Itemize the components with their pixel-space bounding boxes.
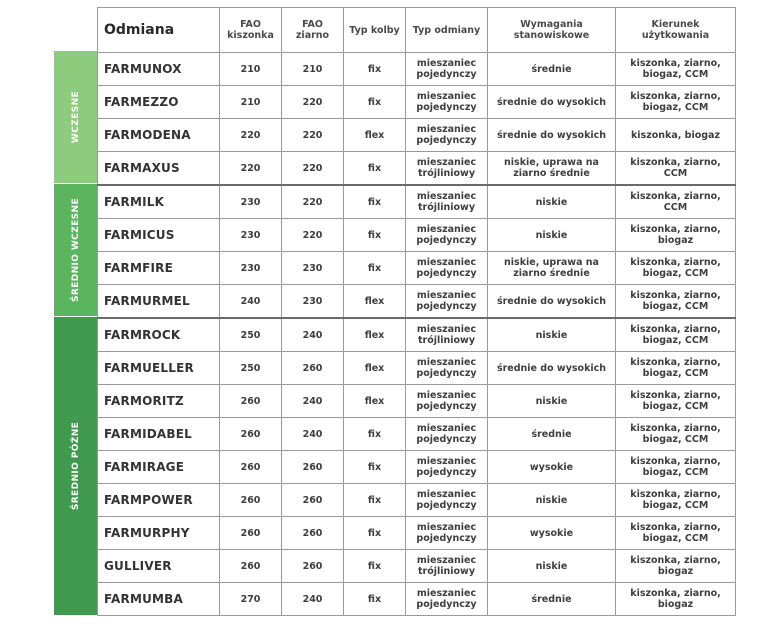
kierunek-cell: kiszonka, ziarno, biogaz, CCM xyxy=(616,285,736,319)
fao-ziarno-cell: 220 xyxy=(282,219,344,252)
fao-kiszonka-cell: 250 xyxy=(220,352,282,385)
fao-kiszonka-cell: 210 xyxy=(220,53,282,86)
wymagania-cell: średnie xyxy=(488,418,616,451)
header-typ-kolby: Typ kolby xyxy=(344,8,406,53)
table-row xyxy=(98,53,736,86)
header-typ-odmiany: Typ odmiany xyxy=(406,8,488,53)
fao-ziarno-cell: 240 xyxy=(282,318,344,352)
wymagania-cell: wysokie xyxy=(488,517,616,550)
typ-odmiany-cell: mieszaniec pojedynczy xyxy=(406,583,488,616)
variety-name-cell: FARMURMEL xyxy=(98,285,220,319)
table-row xyxy=(98,583,736,616)
typ-kolby-cell: fix xyxy=(344,583,406,616)
fao-kiszonka-cell: 220 xyxy=(220,119,282,152)
kierunek-cell: kiszonka, ziarno, CCM xyxy=(616,185,736,219)
wymagania-cell: niskie, uprawa na ziarno średnie xyxy=(488,152,616,186)
fao-ziarno-cell: 240 xyxy=(282,583,344,616)
fao-kiszonka-cell: 230 xyxy=(220,185,282,219)
typ-odmiany-cell: mieszaniec pojedynczy xyxy=(406,517,488,550)
group-band-srednio-wczesne xyxy=(54,184,97,316)
group-label: WCZESNE xyxy=(70,90,81,144)
typ-odmiany-cell: mieszaniec pojedynczy xyxy=(406,352,488,385)
fao-kiszonka-cell: 260 xyxy=(220,385,282,418)
header-fao-kiszonka: FAO kiszonka xyxy=(220,8,282,53)
variety-name-cell: FARMFIRE xyxy=(98,252,220,285)
typ-kolby-cell: fix xyxy=(344,418,406,451)
variety-name-cell: FARMPOWER xyxy=(98,484,220,517)
typ-odmiany-cell: mieszaniec pojedynczy xyxy=(406,451,488,484)
typ-odmiany-cell: mieszaniec pojedynczy xyxy=(406,53,488,86)
table-row xyxy=(98,152,736,186)
wymagania-cell: niskie xyxy=(488,484,616,517)
fao-ziarno-cell: 230 xyxy=(282,252,344,285)
typ-kolby-cell: flex xyxy=(344,352,406,385)
table-body xyxy=(98,53,736,616)
table-row xyxy=(98,352,736,385)
fao-kiszonka-cell: 260 xyxy=(220,517,282,550)
fao-kiszonka-cell: 220 xyxy=(220,152,282,186)
variety-name-cell: FARMIRAGE xyxy=(98,451,220,484)
typ-odmiany-cell: mieszaniec pojedynczy xyxy=(406,385,488,418)
typ-kolby-cell: fix xyxy=(344,86,406,119)
typ-kolby-cell: fix xyxy=(344,185,406,219)
fao-ziarno-cell: 260 xyxy=(282,517,344,550)
table-row xyxy=(98,219,736,252)
typ-odmiany-cell: mieszaniec trójliniowy xyxy=(406,152,488,186)
typ-kolby-cell: fix xyxy=(344,252,406,285)
wymagania-cell: średnie do wysokich xyxy=(488,86,616,119)
table-row xyxy=(98,451,736,484)
kierunek-cell: kiszonka, ziarno, biogaz, CCM xyxy=(616,517,736,550)
table-row xyxy=(98,484,736,517)
variety-name-cell: FARMROCK xyxy=(98,318,220,352)
typ-kolby-cell: fix xyxy=(344,484,406,517)
kierunek-cell: kiszonka, ziarno, biogaz, CCM xyxy=(616,352,736,385)
fao-ziarno-cell: 260 xyxy=(282,550,344,583)
fao-ziarno-cell: 260 xyxy=(282,451,344,484)
variety-name-cell: FARMUELLER xyxy=(98,352,220,385)
fao-ziarno-cell: 260 xyxy=(282,484,344,517)
typ-odmiany-cell: mieszaniec pojedynczy xyxy=(406,86,488,119)
fao-kiszonka-cell: 230 xyxy=(220,219,282,252)
wymagania-cell: niskie, uprawa na ziarno średnie xyxy=(488,252,616,285)
fao-kiszonka-cell: 240 xyxy=(220,285,282,319)
typ-kolby-cell: fix xyxy=(344,517,406,550)
fao-ziarno-cell: 240 xyxy=(282,385,344,418)
header-row xyxy=(98,8,736,53)
variety-name-cell: FARMAXUS xyxy=(98,152,220,186)
kierunek-cell: kiszonka, ziarno, biogaz, CCM xyxy=(616,385,736,418)
fao-ziarno-cell: 220 xyxy=(282,86,344,119)
kierunek-cell: kiszonka, ziarno, biogaz xyxy=(616,550,736,583)
wymagania-cell: średnie do wysokich xyxy=(488,352,616,385)
wymagania-cell: niskie xyxy=(488,318,616,352)
kierunek-cell: kiszonka, ziarno, biogaz, CCM xyxy=(616,318,736,352)
fao-ziarno-cell: 230 xyxy=(282,285,344,319)
group-label: ŚREDNIO PÓŹNE xyxy=(70,421,81,511)
table-row xyxy=(98,86,736,119)
table-row xyxy=(98,285,736,319)
kierunek-cell: kiszonka, ziarno, biogaz, CCM xyxy=(616,53,736,86)
typ-kolby-cell: fix xyxy=(344,152,406,186)
table-row xyxy=(98,185,736,219)
kierunek-cell: kiszonka, ziarno, biogaz, CCM xyxy=(616,86,736,119)
group-band-srednio-pozne xyxy=(54,317,97,615)
fao-kiszonka-cell: 260 xyxy=(220,550,282,583)
fao-ziarno-cell: 210 xyxy=(282,53,344,86)
kierunek-cell: kiszonka, ziarno, biogaz, CCM xyxy=(616,451,736,484)
table-row xyxy=(98,550,736,583)
variety-table xyxy=(97,7,736,616)
fao-ziarno-cell: 240 xyxy=(282,418,344,451)
fao-kiszonka-cell: 230 xyxy=(220,252,282,285)
typ-kolby-cell: flex xyxy=(344,385,406,418)
kierunek-cell: kiszonka, ziarno, biogaz xyxy=(616,583,736,616)
wymagania-cell: średnie do wysokich xyxy=(488,285,616,319)
typ-odmiany-cell: mieszaniec pojedynczy xyxy=(406,418,488,451)
variety-name-cell: FARMURPHY xyxy=(98,517,220,550)
header-odmiana: Odmiana xyxy=(98,8,220,53)
wymagania-cell: niskie xyxy=(488,550,616,583)
fao-kiszonka-cell: 260 xyxy=(220,451,282,484)
variety-name-cell: FARMUMBA xyxy=(98,583,220,616)
table-row xyxy=(98,119,736,152)
typ-odmiany-cell: mieszaniec pojedynczy xyxy=(406,219,488,252)
table-row xyxy=(98,318,736,352)
typ-kolby-cell: fix xyxy=(344,53,406,86)
typ-odmiany-cell: mieszaniec pojedynczy xyxy=(406,119,488,152)
fao-kiszonka-cell: 260 xyxy=(220,484,282,517)
fao-ziarno-cell: 220 xyxy=(282,185,344,219)
fao-kiszonka-cell: 250 xyxy=(220,318,282,352)
typ-kolby-cell: fix xyxy=(344,219,406,252)
variety-name-cell: FARMILK xyxy=(98,185,220,219)
typ-kolby-cell: flex xyxy=(344,119,406,152)
fao-ziarno-cell: 220 xyxy=(282,119,344,152)
kierunek-cell: kiszonka, ziarno, biogaz, CCM xyxy=(616,418,736,451)
typ-odmiany-cell: mieszaniec trójliniowy xyxy=(406,185,488,219)
header-kierunek: Kierunek użytkowania xyxy=(616,8,736,53)
typ-kolby-cell: flex xyxy=(344,285,406,319)
kierunek-cell: kiszonka, ziarno, CCM xyxy=(616,152,736,186)
typ-odmiany-cell: mieszaniec pojedynczy xyxy=(406,484,488,517)
fao-kiszonka-cell: 260 xyxy=(220,418,282,451)
kierunek-cell: kiszonka, ziarno, biogaz, CCM xyxy=(616,252,736,285)
wymagania-cell: niskie xyxy=(488,219,616,252)
fao-kiszonka-cell: 210 xyxy=(220,86,282,119)
wymagania-cell: wysokie xyxy=(488,451,616,484)
typ-kolby-cell: flex xyxy=(344,318,406,352)
fao-kiszonka-cell: 270 xyxy=(220,583,282,616)
variety-name-cell: GULLIVER xyxy=(98,550,220,583)
kierunek-cell: kiszonka, ziarno, biogaz xyxy=(616,219,736,252)
table-row xyxy=(98,418,736,451)
variety-name-cell: FARMEZZO xyxy=(98,86,220,119)
variety-name-cell: FARMIDABEL xyxy=(98,418,220,451)
kierunek-cell: kiszonka, biogaz xyxy=(616,119,736,152)
table-row xyxy=(98,517,736,550)
variety-name-cell: FARMORITZ xyxy=(98,385,220,418)
typ-odmiany-cell: mieszaniec pojedynczy xyxy=(406,285,488,319)
typ-odmiany-cell: mieszaniec trójliniowy xyxy=(406,550,488,583)
header-wymagania: Wymagania stanowiskowe xyxy=(488,8,616,53)
kierunek-cell: kiszonka, ziarno, biogaz, CCM xyxy=(616,484,736,517)
wymagania-cell: niskie xyxy=(488,385,616,418)
fao-ziarno-cell: 220 xyxy=(282,152,344,186)
typ-odmiany-cell: mieszaniec trójliniowy xyxy=(406,318,488,352)
wymagania-cell: niskie xyxy=(488,185,616,219)
group-band-wczesne xyxy=(54,51,97,183)
typ-kolby-cell: fix xyxy=(344,451,406,484)
wymagania-cell: średnie xyxy=(488,53,616,86)
typ-kolby-cell: fix xyxy=(344,550,406,583)
typ-odmiany-cell: mieszaniec pojedynczy xyxy=(406,252,488,285)
header-fao-ziarno: FAO ziarno xyxy=(282,8,344,53)
wymagania-cell: średnie do wysokich xyxy=(488,119,616,152)
variety-name-cell: FARMUNOX xyxy=(98,53,220,86)
fao-ziarno-cell: 260 xyxy=(282,352,344,385)
table-row xyxy=(98,252,736,285)
variety-name-cell: FARMODENA xyxy=(98,119,220,152)
group-label: ŚREDNIO WCZESNE xyxy=(70,197,81,303)
table-row xyxy=(98,385,736,418)
wymagania-cell: średnie xyxy=(488,583,616,616)
variety-name-cell: FARMICUS xyxy=(98,219,220,252)
